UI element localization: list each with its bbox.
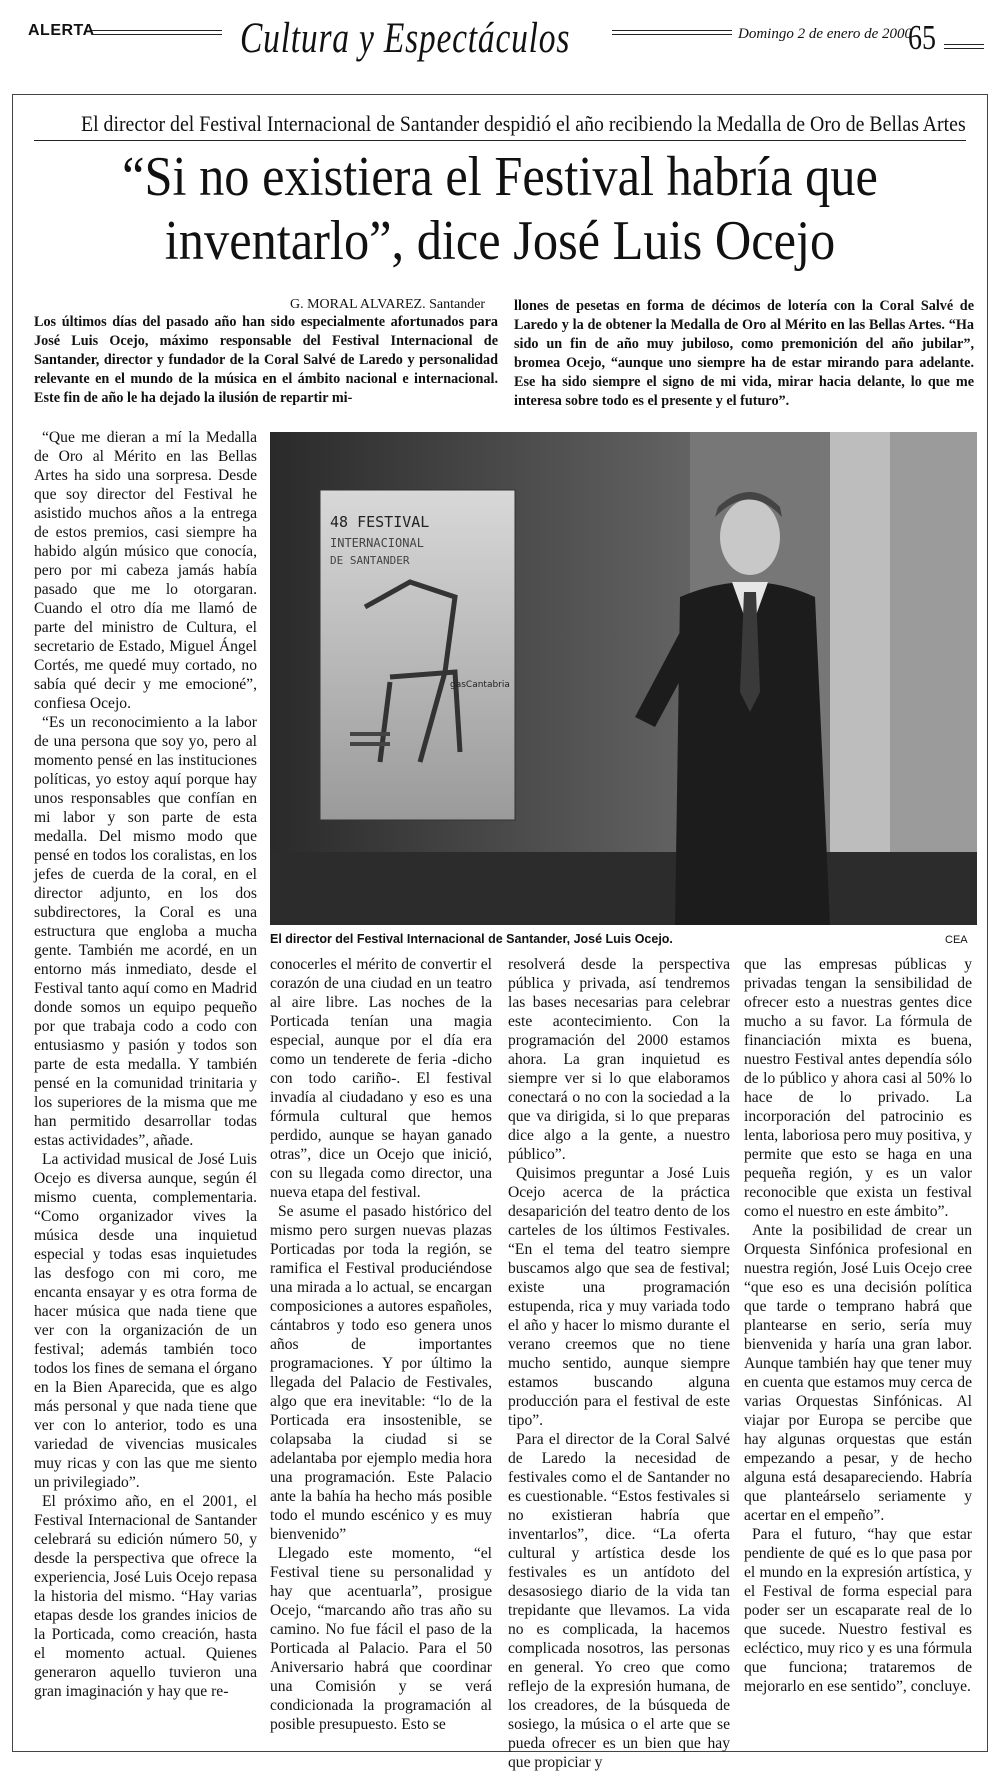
col1-paragraph: La actividad musical de José Luis Ocejo es diversa aunque, según él mismo cuenta, complementaria. “Como organizador vives la música desde una inquietud especial y todas esas inquietudes las desfogo con mi coro, me encanta ensayar y es otra forma de hacer música que nada tiene que ver con la organización de un festival; además también toco todos los fines de semana el órgano en la Bien Aparecida, que es algo más personal y que nada tiene que ver con lo anterior, todo es una variedad de vivencias musicales muy ricas y con las que me siento un privilegiado”. bbox=[34, 1151, 257, 1491]
col2-paragraph: Llegado este momento, “el Festival tiene su personalidad y hay que acentuarla”, prosigue Ocejo, “marcando año tras año su camino. No fue fácil el paso de la Porticada al Palacio. Para el 50 Aniversario habrá que coordinar una Comisión y se verá condicionada la programación al posible presupuesto. Esto se bbox=[270, 1545, 492, 1733]
photo-caption: El director del Festival Internacional de Santander, José Luis Ocejo. bbox=[270, 932, 673, 946]
photo-illustration bbox=[270, 432, 977, 925]
poster-line-3: DE SANTANDER bbox=[330, 554, 410, 567]
col2-paragraph: conocerles el mérito de convertir el corazón de una ciudad en un teatro al aire libre. Las noches de la Porticada tenían una magia especial, aunque por el día era como un tenderete de feria -dicho con todo cariño-. El festival invadía al ciudadano y eso es una fórmula cultural que hemos perdido, aunque se hayan ganado otras”, dice un Ocejo que inició, con su llegada como director, una nueva etapa del festival. bbox=[270, 956, 492, 1201]
column-2 bbox=[270, 955, 492, 1734]
col3-paragraph: Quisimos preguntar a José Luis Ocejo acerca de la práctica desaparición del teatro dento de los carteles de los últimos Festivales. “En el tema del teatro siempre buscamos algo que sea de festival; existe una programación estupenda, rica y muy variada todo el año y hacer lo mismo durante el verano creemos que no tiene mucho sentido, aunque siempre estamos buscando alguna producción para el festival de este tipo”. bbox=[508, 1165, 730, 1429]
article-photo bbox=[270, 432, 977, 925]
col1-paragraph: “Que me dieran a mí la Medalla de Oro al Mérito en las Bellas Artes ha sido una sorpresa. Desde que soy director del Festival he asistido muchos años a la entrega de estos premios, casi siempre ha habido algún músico que conocía, pero por mi cabeza jamás había pasado que me lo otorgaran. Cuando el otro día me llamó de parte del ministro de Cultura, el secretario de Estado, Miguel Ángel Cortés, me quedé muy cortado, no sabía qué decir y me emocioné”, confiesa Ocejo. bbox=[34, 429, 257, 712]
kicker-rule bbox=[34, 140, 966, 141]
header-rule-left bbox=[92, 30, 222, 35]
col4-paragraph: Ante la posibilidad de crear un Orquesta Sinfónica profesional en nuestra región, José Luis Ocejo cree “que eso es una decisión política que tarde o temprano habrá que plantearse en serio, sería muy bienvenida y haría una gran labor. Aunque también hay que tener muy en cuenta que estamos muy cerca de varias Orquestas Sinfónicas. Al viajar por Europa se percibe que hay algunas orquestas que están empezando a pesar, y de hecho alguna está desapareciendo. Habría que planteárselo seriamente y acertar en el empeño”. bbox=[744, 1222, 972, 1524]
festival-poster bbox=[320, 490, 515, 820]
article-kicker: El director del Festival Internacional de Santander despidió el año recibiendo la Medalla de Oro de Bellas Artes bbox=[81, 111, 966, 136]
poster-line-2: INTERNACIONAL bbox=[330, 536, 424, 550]
poster-sponsor: gasCantabria bbox=[450, 680, 510, 690]
col4-paragraph: Para el futuro, “hay que estar pendiente de qué es lo que pasa por el mundo en la expresión artística, y el Festival de forma especial para poder ser un escaparate real de lo que sucede. Nuestro festival es ecléctico, muy rico y es una fórmula que funciona; trataremos de mejorarlo en ese sentido”, concluye. bbox=[744, 1526, 972, 1695]
poster-line-1: 48 FESTIVAL bbox=[330, 513, 430, 531]
section-title: Cultura y Espectáculos bbox=[240, 15, 571, 62]
issue-date: Domingo 2 de enero de 2000 bbox=[738, 26, 912, 42]
col3-paragraph: resolverá desde la perspectiva pública y privada, así tendremos las bases necesarias para celebrar este acontecimiento. Con la programación del 2000 estamos ahora. La gran inquietud es siempre ver si lo que elaboramos conectará o no con la sociedad a la que va dirigida, si lo que preparas dice algo a la gente, a nuestro público”. bbox=[508, 956, 730, 1163]
lede-left: Los últimos días del pasado año han sido especialmente afortunados para José Luis Ocejo, máximo responsable del Festival Internacional de Santander, director y fundador de la Coral Salvé de Laredo y personalidad relevante en el mundo de la música en el ámbito nacional e internacional. Este fin de año le ha dejado la ilusión de repartir mi- bbox=[34, 314, 498, 406]
header-rule-right bbox=[612, 30, 732, 35]
col1-paragraph: “Es un reconocimiento a la labor de una persona que soy yo, pero al momento pensé en las instituciones políticas, yo estoy aquí porque hay unos responsables que confían en mi labor y son parte de esta medalla. Del mismo modo que pensé en todos los coralistas, en los jefes de cuerda de la coral, en el director adjunto, en los dos subdirectores, la Coral es una estructura que engloba a mucha gente. También me acordé, en un entorno más inmediato, desde el Festival tanto aquí como en Madrid donde somos un equipo pequeño por que trabaja codo a codo con entusiasmo y pasión y todos son parte de esta medalla. Y también pensé en la comunidad trinitaria y los superiores de la misma que me han permitido desarrollar todas estas actividades”, añade. bbox=[34, 714, 257, 1149]
column-4 bbox=[744, 955, 972, 1696]
column-1 bbox=[34, 428, 257, 1701]
page-number: 65 bbox=[908, 18, 936, 57]
headline-line-2: inventarlo”, dice José Luis Ocejo bbox=[164, 210, 836, 272]
col4-paragraph: que las empresas públicas y privadas tengan la sensibilidad de ofrecer esto a nuestras gentes dice mucho a su favor. La fórmula de financiación mixta es buena, nuestro Festival antes dependía sólo de lo público y ahora casi al 50% lo hace de lo privado. La incorporación del patrocinio es lenta, laboriosa pero muy positiva, y permite que esto se haga en una pequeña región, y es un valor reconocible que exista un festival como el nuestro en este ámbito”. bbox=[744, 956, 972, 1220]
article-byline: G. MORAL ALVAREZ. Santander bbox=[290, 297, 486, 312]
photo-credit: CEA bbox=[945, 934, 968, 946]
col3-paragraph: Para el director de la Coral Salvé de Laredo la necesidad de festivales como el de Santander no es cuestionable. “Estos festivales si no existieran habría que inventarlos”, dice. “La oferta cultural y artística desde los festivales es un antídoto del desasosiego diario de la vida tan trepidante que llevamos. La vida no es complicada, la hacemos complicada nosotros, las personas en general. Yo creo que como reflejo de la expresión humana, de los creadores, de la búsqueda de sosiego, la música o el arte que se pueda ofrecer es un bien que hay que propiciar y bbox=[508, 1431, 730, 1771]
col1-paragraph: El próximo año, en el 2001, el Festival Internacional de Santander celebrará su edición número 50, y desde la perspectiva que ofrece la experiencia, José Luis Ocejo repasa la historia del mismo. “Hay varias etapas desde los grandes inicios de la Porticada, como creación, hasta el momento actual. Quienes generaron aquello tuvieron una gran imaginación y hay que re- bbox=[34, 1493, 257, 1700]
col2-paragraph: Se asume el pasado histórico del mismo pero surgen nuevas plazas Porticadas por toda la región, se ramifica el Festival produciéndose una mirada a lo actual, se encargan composiciones a autores españoles, cántabros y todo eso genera unos años de importantes programaciones. Y por último la llegada del Palacio de Festivales, algo que era inevitable: “lo de la Porticada era insostenible, se colapsaba la ciudad si se adelantaba por ejemplo media hora una programación. Este Palacio ante la bahía ha hecho más posible todo el mundo escénico y es muy bienvenido” bbox=[270, 1203, 492, 1543]
headline-line-1: “Si no existiera el Festival habría que bbox=[122, 146, 878, 208]
lede-right: llones de pesetas en forma de décimos de lotería con la Coral Salvé de Laredo y la de obtener la Medalla de Oro al Mérito en las Bellas Artes. “Ha sido un fin de año muy jubiloso, como premonición del año jubilar”, bromea Ocejo, “aunque uno siempre ha de estar mirando para adelante. Ese ha sido siempre el signo de mi vida, mirar hacia delante, lo que me interesa sobre todo es el presente y el futuro”. bbox=[514, 298, 974, 409]
article-headline bbox=[68, 145, 932, 273]
section-label: ALERTA bbox=[28, 22, 95, 39]
column-3 bbox=[508, 955, 730, 1772]
header-rule-far-right bbox=[944, 44, 984, 49]
